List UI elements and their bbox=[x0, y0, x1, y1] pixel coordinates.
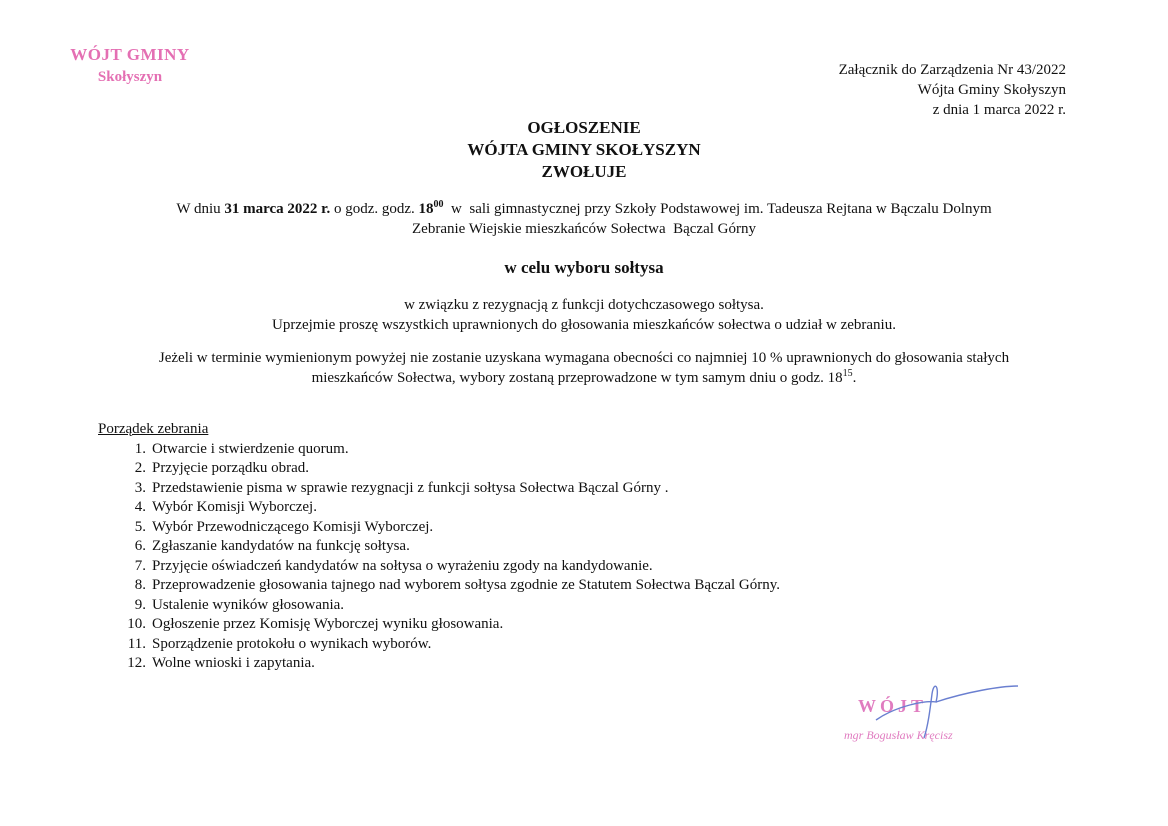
announcement-title bbox=[0, 117, 1168, 183]
stamp-line-1: WÓJT GMINY bbox=[70, 45, 190, 64]
agenda-list bbox=[98, 440, 780, 674]
handwritten-signature bbox=[836, 676, 1036, 756]
signature-title: WÓJT bbox=[858, 696, 928, 716]
agenda-item: 12. Wolne wnioski i zapytania. bbox=[127, 655, 315, 671]
quorum-line-2: mieszkańców Sołectwa, wybory zostaną przeprowadzone w tym samym dniu o godz. $18^{15}$. bbox=[311, 368, 857, 386]
meeting-minutes: 00 bbox=[433, 199, 444, 210]
attachment-line-3: z dnia 1 marca 2022 r. bbox=[932, 102, 1066, 118]
stamp-line-2: Skołyszyn bbox=[97, 69, 163, 85]
agenda-item: 3. Przedstawienie pisma w sprawie rezygnacji z funkcji sołtysa Sołectwa Bączal Górny . bbox=[134, 479, 669, 496]
reason-line-2: Uprzejmie proszę wszystkich uprawnionych do głosowania mieszkańców sołectwa o udział w zebraniu. bbox=[272, 317, 896, 333]
meeting-location: w sali gimnastycznej przy Szkoły Podstawowej im. Tadeusza Rejtana w Bączalu Dolnym bbox=[443, 201, 992, 217]
agenda-item: 1. Otwarcie i stwierdzenie quorum. bbox=[134, 440, 349, 457]
meeting-reason bbox=[0, 295, 1168, 335]
agenda-item: 11. Sporządzenie protokołu o wynikach wyborów. bbox=[127, 635, 432, 652]
quorum-minutes: 15 bbox=[842, 368, 853, 379]
quorum-line-1: Jeżeli w terminie wymienionym powyżej nie zostanie uzyskana wymagana obecności co najmniej 10 % uprawnionych do głosowania stałych bbox=[158, 350, 1010, 366]
meeting-details-line-2: Zebranie Wiejskie mieszkańców Sołectwa Bączal Górny bbox=[412, 221, 756, 237]
intro-prefix: W dniu bbox=[176, 201, 225, 217]
signature-name: mgr Bogusław Kręcisz bbox=[844, 728, 953, 742]
meeting-date: 31 marca 2022 r. bbox=[224, 201, 331, 217]
agenda-item: 2. Przyjęcie porządku obrad. bbox=[134, 460, 310, 476]
office-stamp bbox=[60, 44, 200, 88]
attachment-line-2: Wójta Gminy Skołyszyn bbox=[917, 82, 1066, 98]
agenda-item: 6. Zgłaszanie kandydatów na funkcję sołtysa. bbox=[134, 538, 410, 554]
agenda-item: 4. Wybór Komisji Wyborczej. bbox=[134, 499, 317, 515]
agenda-item: 5. Wybór Przewodniczącego Komisji Wyborczej. bbox=[134, 518, 434, 535]
attachment-header bbox=[839, 60, 1066, 120]
meeting-details-line-1 bbox=[0, 199, 1168, 219]
intro-mid: o godz. godz. bbox=[330, 201, 419, 217]
meeting-details bbox=[0, 199, 1168, 239]
agenda-item: 10. Ogłoszenie przez Komisję Wyborczej wyniku głosowania. bbox=[127, 616, 504, 632]
reason-line-1: w związku z rezygnacją z funkcji dotychczasowego sołtysa. bbox=[404, 297, 764, 313]
title-line-2: WÓJTA GMINY SKOŁYSZYN bbox=[467, 140, 701, 159]
agenda-item: 7. Przyjęcie oświadczeń kandydatów na sołtysa o wyrażeniu zgody na kandydowanie. bbox=[134, 557, 653, 574]
agenda-item: 9. Ustalenie wyników głosowania. bbox=[134, 596, 345, 613]
title-line-1: OGŁOSZENIE bbox=[527, 118, 641, 137]
attachment-line-1: Załącznik do Zarządzenia Nr 43/2022 bbox=[838, 62, 1066, 78]
agenda-item: 8. Przeprowadzenie głosowania tajnego nad wyborem sołtysa zgodnie ze Statutem Sołectwa Bączal Górny. bbox=[134, 577, 780, 593]
title-line-3: ZWOŁUJE bbox=[541, 162, 627, 181]
agenda-heading: Porządek zebrania bbox=[98, 421, 209, 437]
quorum-notice bbox=[0, 348, 1168, 388]
meeting-hour: $18^{00}$ bbox=[418, 199, 444, 217]
agenda bbox=[98, 420, 780, 674]
signature-stamp bbox=[836, 676, 1036, 756]
meeting-purpose: w celu wyboru sołtysa bbox=[504, 258, 664, 277]
